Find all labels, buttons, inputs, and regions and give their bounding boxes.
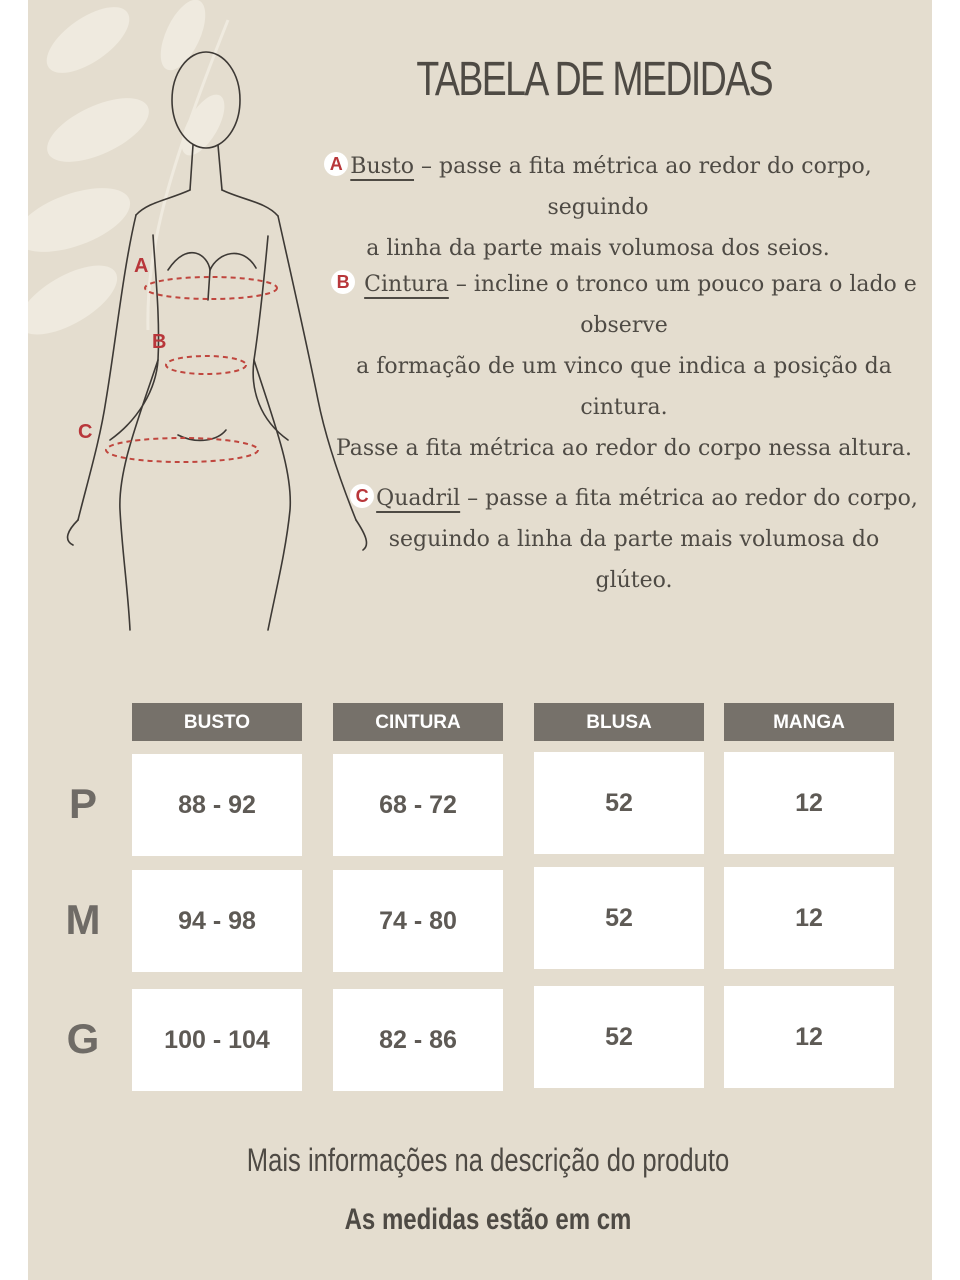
quadril-text-1: – passe a fita métrica ao redor do corpo,	[460, 486, 918, 511]
header-blusa: BLUSA	[534, 703, 704, 741]
quadril-term: Quadril	[376, 486, 461, 511]
cell-p-busto: 88 - 92	[132, 754, 302, 856]
cintura-text-1: – incline o tronco um pouco para o lado e	[448, 272, 917, 297]
size-label-m: M	[65, 896, 101, 943]
cell-p-blusa: 52	[534, 752, 704, 854]
size-chart-page	[28, 0, 932, 1280]
cintura-term: Cintura	[364, 272, 449, 297]
header-manga: MANGA	[724, 703, 894, 741]
header-cintura: CINTURA	[333, 703, 503, 741]
cintura-text-2: observe	[580, 313, 668, 338]
cell-g-blusa: 52	[534, 986, 704, 1088]
figure-label-c: C	[78, 421, 93, 443]
badge-b: B	[331, 270, 355, 294]
figure-label-a: A	[134, 255, 149, 277]
cell-p-cintura: 68 - 72	[333, 754, 503, 856]
figure-label-b: B	[152, 331, 167, 353]
cell-g-cintura: 82 - 86	[333, 989, 503, 1091]
badge-c: C	[350, 484, 374, 508]
badge-a: A	[324, 152, 348, 176]
cell-m-busto: 94 - 98	[132, 870, 302, 972]
header-busto: BUSTO	[132, 703, 302, 741]
quadril-text-3: glúteo.	[595, 568, 673, 593]
quadril-instructions	[344, 478, 924, 601]
cintura-text-4: Passe a fita métrica ao redor do corpo nessa altura.	[335, 436, 913, 461]
size-label-g: G	[66, 1015, 100, 1062]
more-info-note: Mais informações na descrição do produto	[246, 1142, 730, 1178]
cintura-instructions	[324, 264, 924, 469]
cell-p-manga: 12	[724, 752, 894, 854]
quadril-line-1	[344, 478, 924, 519]
busto-text-2: a linha da parte mais volumosa dos seios.	[366, 236, 830, 261]
busto-line-1	[278, 146, 918, 228]
size-label-p: P	[68, 780, 97, 827]
cell-m-cintura: 74 - 80	[333, 870, 503, 972]
cintura-text-3: a formação de um vinco que indica a posição da cintura.	[356, 354, 892, 420]
cell-m-manga: 12	[724, 867, 894, 969]
cell-m-blusa: 52	[534, 867, 704, 969]
quadril-text-2: seguindo a linha da parte mais volumosa do	[388, 527, 880, 552]
page-title: TABELA DE MEDIDAS	[416, 53, 773, 106]
busto-term: Busto	[350, 154, 415, 179]
units-note: As medidas estão em cm	[344, 1203, 632, 1236]
busto-text-1: – passe a fita métrica ao redor do corpo, seguindo	[414, 154, 872, 220]
cell-g-busto: 100 - 104	[132, 989, 302, 1091]
cell-g-manga: 12	[724, 986, 894, 1088]
busto-instructions	[278, 146, 918, 269]
cintura-line-1	[324, 264, 924, 305]
